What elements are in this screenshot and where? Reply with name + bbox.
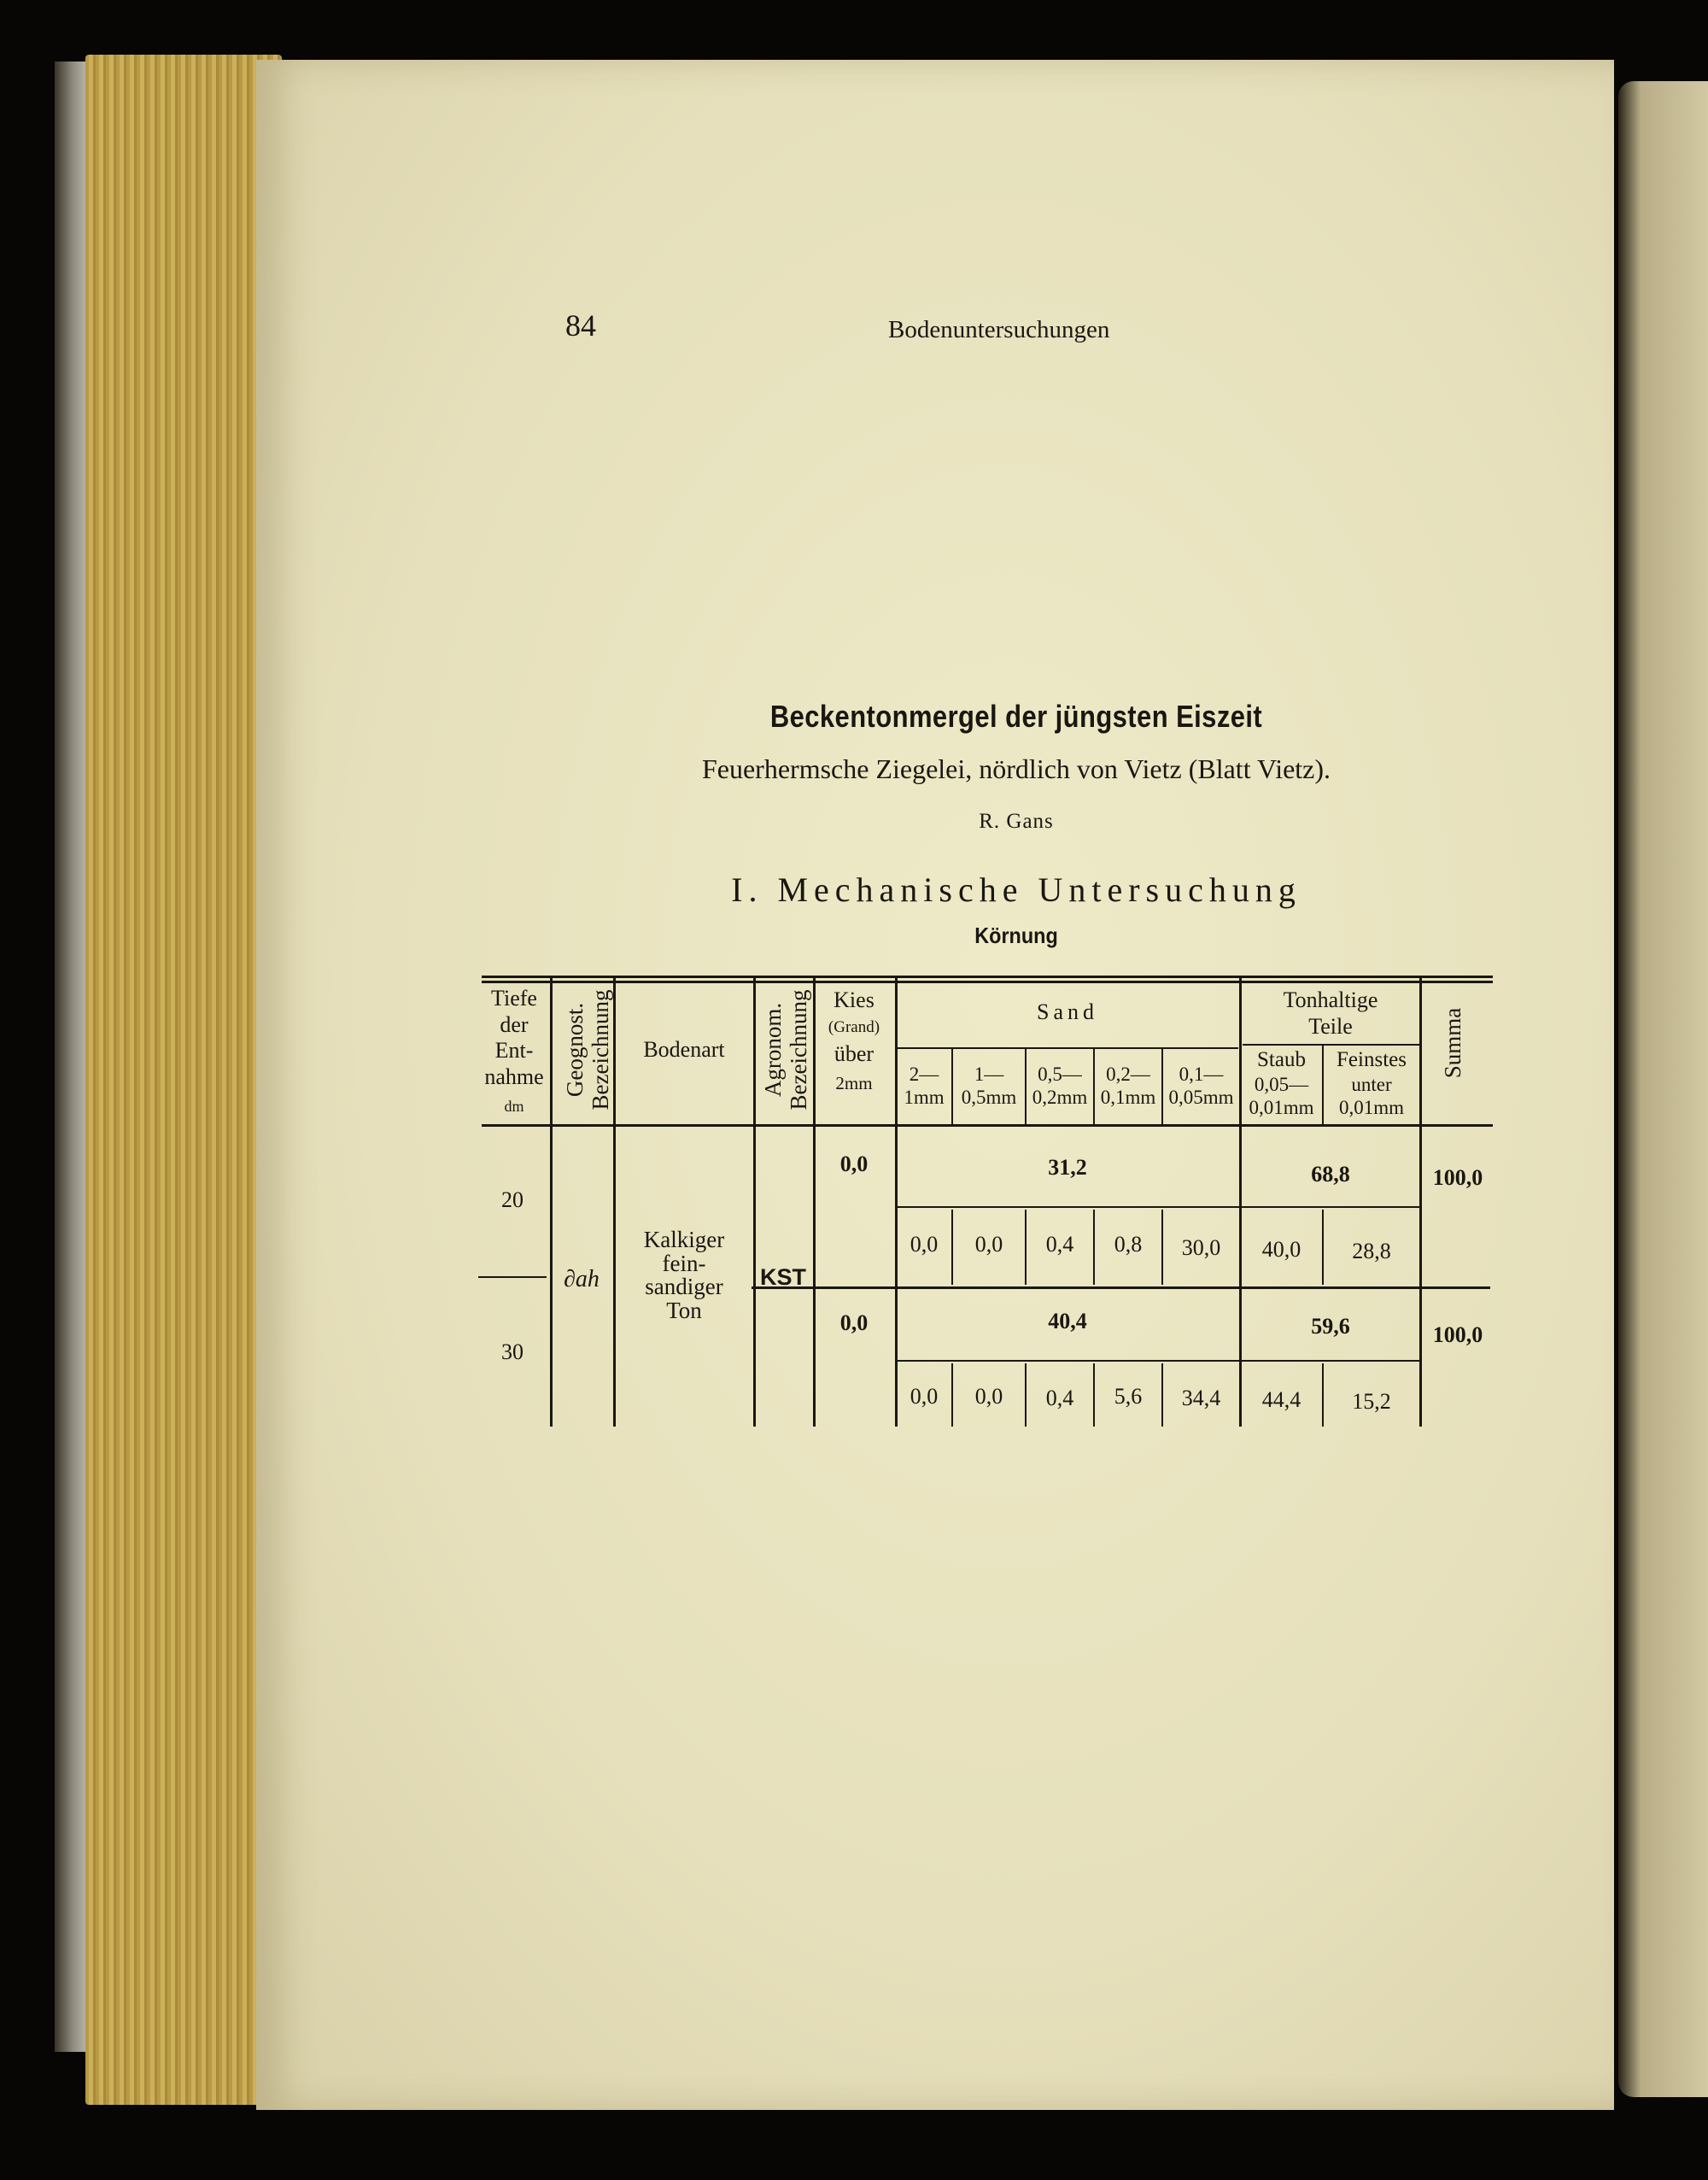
row2-sand-1-05: 0,0 [974,1384,1003,1409]
row2-staub: 44,4 [1261,1387,1301,1412]
header-staub: Staub 0,05— 0,01mm [1249,1048,1314,1118]
col-rule-3 [753,978,756,1427]
author: R. Gans [979,810,1054,833]
row1-kies: 0,0 [839,1152,869,1176]
document-subtitle: Feuerhermsche Ziegelei, nördlich von Vietz (Blatt Vietz). [701,753,1331,784]
header-bodenart: Bodenart [643,1037,725,1062]
row1-staub: 40,0 [1261,1237,1301,1262]
header-sand-01-005: 0,1— 0,05mm [1168,1064,1234,1109]
row1-sand-05-02: 0,4 [1045,1232,1074,1257]
header-sand: Sand [1037,999,1098,1024]
row1-sand-1-05: 0,0 [974,1232,1003,1257]
header-tiefe-unit: dm [504,1097,524,1115]
row1-feinstes: 28,8 [1352,1239,1391,1263]
row1-sand-01-005: 30,0 [1181,1235,1221,1260]
header-feinstes: Feinstes unter 0,01mm [1337,1048,1407,1118]
row2-sand-01-005: 34,4 [1181,1386,1221,1410]
grain-size-table [478,957,1494,1452]
depth-row-1: 20 [501,1187,524,1212]
table-top-rule-2 [482,981,1493,983]
header-sand-1-05: 1— 0,5mm [961,1064,1017,1109]
ton-header-rule [1243,1044,1422,1046]
depth-row-2: 30 [501,1339,524,1364]
col-rule-7 [1419,978,1422,1427]
header-kies: Kies (Grand) über 2mm [813,987,895,1093]
header-agronom: Agronom. Bezeichnung [760,989,812,1111]
row2-sand-02-01: 5,6 [1114,1384,1143,1409]
row1-summa: 100,0 [1432,1165,1483,1190]
page-number: 84 [565,308,596,343]
table-top-rule [482,976,1493,978]
subsection-heading: Körnung [974,923,1058,948]
bodenart-value: Kalkiger fein- sandiger Ton [643,1227,725,1323]
row1-sand-2-1: 0,0 [910,1232,939,1257]
row-divider-rule [752,1286,1490,1289]
col-rule-1h [550,978,553,1124]
header-sand-2-1: 2— 1mm [904,1064,945,1109]
row1-ton-total: 68,8 [1311,1162,1350,1187]
header-geognost: Geognost. Bezeichnung [562,989,614,1111]
running-header: Bodenuntersuchungen [888,316,1110,343]
row2-summa: 100,0 [1432,1322,1483,1347]
row2-kies: 0,0 [839,1310,869,1335]
section-heading: I. Mechanische Untersuchung [731,870,1301,909]
row1-sand-total: 31,2 [1048,1155,1087,1180]
header-sand-05-02: 0,5— 0,2mm [1032,1064,1088,1109]
row2-sand-total: 40,4 [1048,1309,1087,1333]
header-bottom-rule [482,1124,1493,1127]
row2-sand-2-1: 0,0 [910,1384,939,1409]
header-tonhaltige: Tonhaltige Teile [1283,987,1378,1039]
geognost-value: ∂ah [564,1266,600,1292]
row1-subtotal-rule [897,1206,1419,1208]
row2-sand-05-02: 0,4 [1045,1386,1074,1410]
row2-feinstes: 15,2 [1352,1389,1391,1414]
agronom-value: KST [760,1264,806,1290]
header-kies-unit: 2mm [835,1072,873,1093]
row2-ton-total: 59,6 [1311,1314,1350,1339]
header-sand-02-01: 0,2— 0,1mm [1100,1064,1156,1109]
col-rule-6 [1239,978,1242,1427]
row2-subtotal-rule [897,1360,1419,1362]
row1-sand-02-01: 0,8 [1114,1232,1143,1257]
sand-header-rule [897,1047,1238,1049]
depth-divider-rule [478,1276,547,1278]
col-rule-5 [895,978,898,1427]
header-summa: Summa [1440,1007,1465,1079]
document-title: Beckentonmergel der jüngsten Eiszeit [769,699,1263,734]
header-tiefe: Tiefe der Ent- nahme dm [478,986,550,1116]
